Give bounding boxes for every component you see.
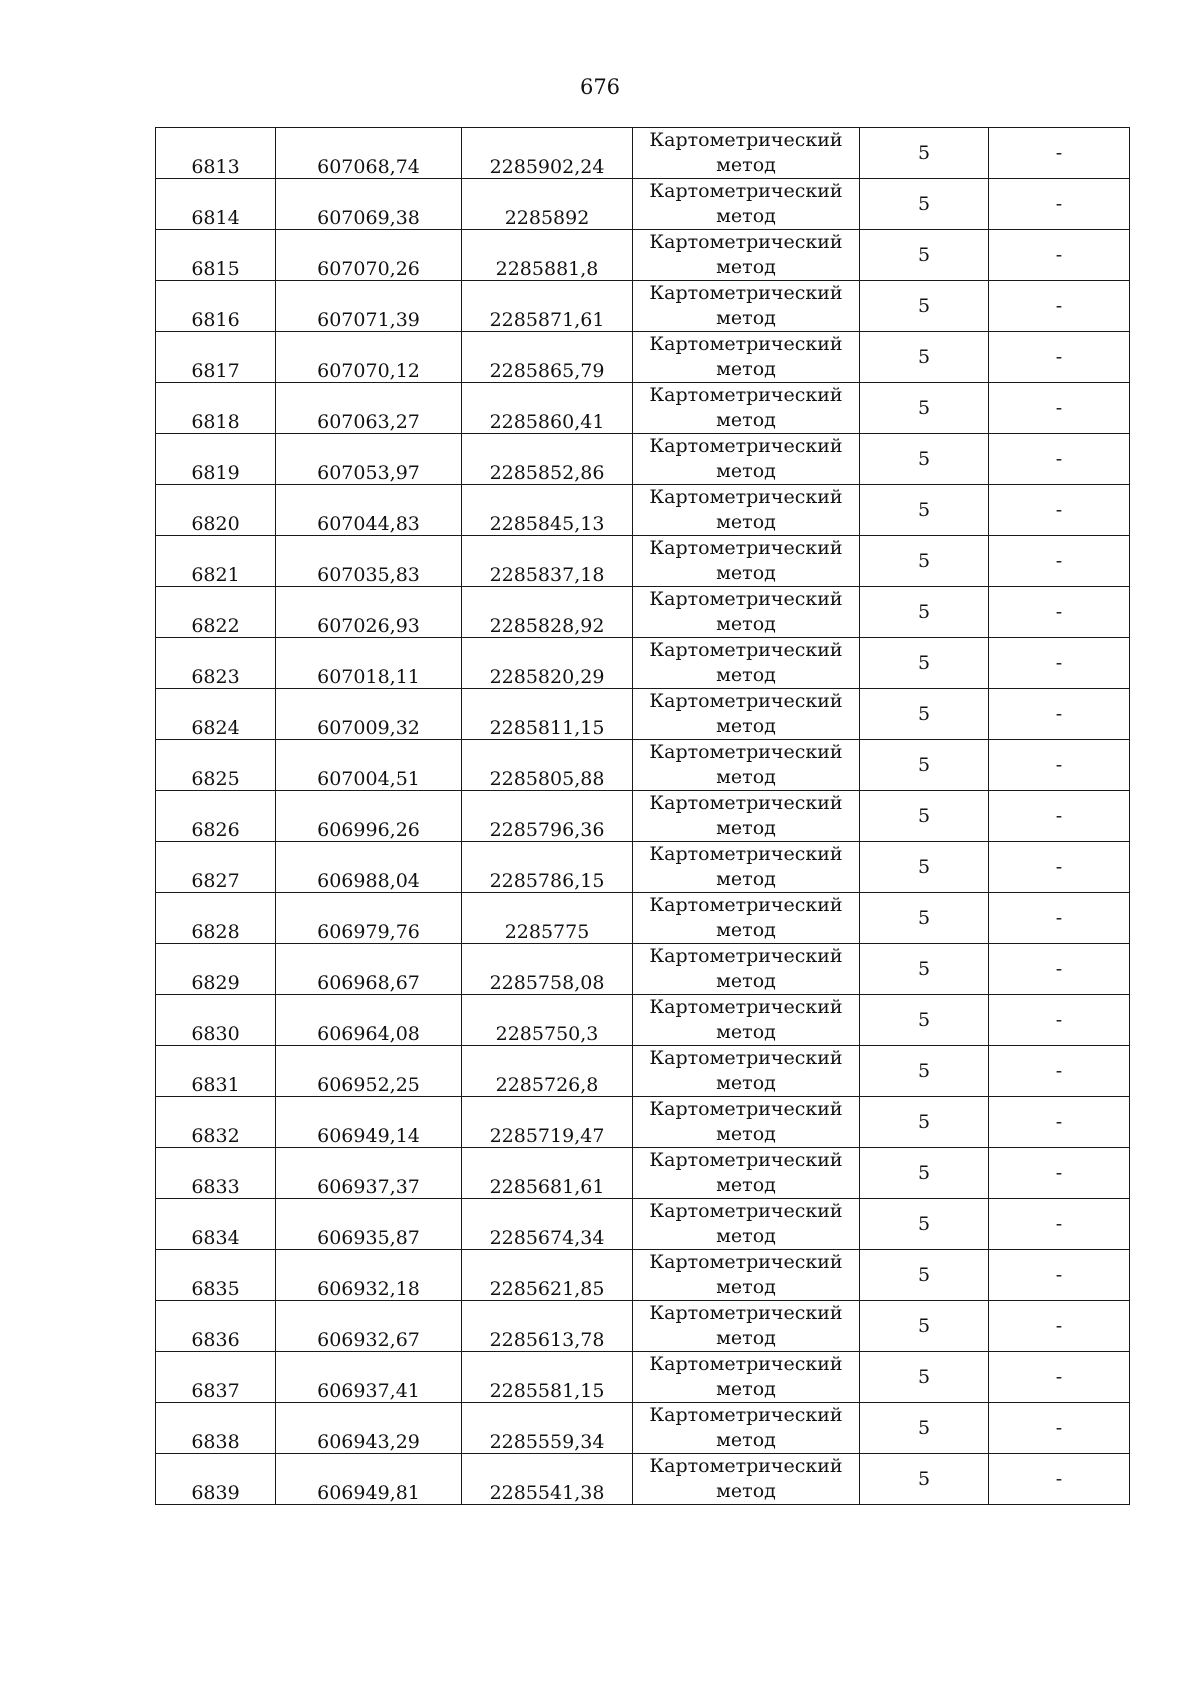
method-line1: Картометрический xyxy=(649,1149,843,1171)
x-coordinate-cell: 606949,14 xyxy=(276,1097,462,1148)
x-coordinate-cell: 607069,38 xyxy=(276,179,462,230)
table-row xyxy=(156,536,1130,587)
note-cell: - xyxy=(989,485,1130,536)
table-row xyxy=(156,1199,1130,1250)
note-cell: - xyxy=(989,893,1130,944)
method-line2: метод xyxy=(716,1429,776,1451)
method-cell xyxy=(633,230,860,281)
method-line1: Картометрический xyxy=(649,1353,843,1375)
x-coordinate-cell: 606964,08 xyxy=(276,995,462,1046)
point-number-cell: 6830 xyxy=(156,995,276,1046)
method-cell xyxy=(633,638,860,689)
note-cell: - xyxy=(989,230,1130,281)
y-coordinate-cell: 2285541,38 xyxy=(462,1454,633,1505)
accuracy-cell: 5 xyxy=(860,740,989,791)
x-coordinate-cell: 607070,26 xyxy=(276,230,462,281)
method-line1: Картометрический xyxy=(649,843,843,865)
note-cell: - xyxy=(989,689,1130,740)
x-coordinate-cell: 606968,67 xyxy=(276,944,462,995)
point-number-cell: 6824 xyxy=(156,689,276,740)
accuracy-cell: 5 xyxy=(860,1199,989,1250)
method-line1: Картометрический xyxy=(649,945,843,967)
x-coordinate-cell: 607035,83 xyxy=(276,536,462,587)
note-cell: - xyxy=(989,1403,1130,1454)
x-coordinate-cell: 607026,93 xyxy=(276,587,462,638)
accuracy-cell: 5 xyxy=(860,1301,989,1352)
point-number-cell: 6826 xyxy=(156,791,276,842)
y-coordinate-cell: 2285881,8 xyxy=(462,230,633,281)
method-line2: метод xyxy=(716,1021,776,1043)
method-line1: Картометрический xyxy=(649,1251,843,1273)
y-coordinate-cell: 2285786,15 xyxy=(462,842,633,893)
point-number-cell: 6839 xyxy=(156,1454,276,1505)
method-line2: метод xyxy=(716,256,776,278)
table-row xyxy=(156,638,1130,689)
accuracy-cell: 5 xyxy=(860,1352,989,1403)
method-line2: метод xyxy=(716,1480,776,1502)
table-row xyxy=(156,281,1130,332)
method-line1: Картометрический xyxy=(649,1098,843,1120)
note-cell: - xyxy=(989,1454,1130,1505)
y-coordinate-cell: 2285621,85 xyxy=(462,1250,633,1301)
method-cell xyxy=(633,179,860,230)
note-cell: - xyxy=(989,281,1130,332)
method-cell xyxy=(633,1148,860,1199)
table-row xyxy=(156,230,1130,281)
y-coordinate-cell: 2285865,79 xyxy=(462,332,633,383)
point-number-cell: 6815 xyxy=(156,230,276,281)
method-cell xyxy=(633,1403,860,1454)
note-cell: - xyxy=(989,1097,1130,1148)
y-coordinate-cell: 2285845,13 xyxy=(462,485,633,536)
method-line2: метод xyxy=(716,1123,776,1145)
point-number-cell: 6819 xyxy=(156,434,276,485)
method-line1: Картометрический xyxy=(649,180,843,202)
table-row xyxy=(156,1301,1130,1352)
accuracy-cell: 5 xyxy=(860,1250,989,1301)
note-cell: - xyxy=(989,536,1130,587)
method-cell xyxy=(633,689,860,740)
x-coordinate-cell: 607009,32 xyxy=(276,689,462,740)
note-cell: - xyxy=(989,1250,1130,1301)
method-cell xyxy=(633,485,860,536)
method-line2: метод xyxy=(716,970,776,992)
x-coordinate-cell: 606988,04 xyxy=(276,842,462,893)
accuracy-cell: 5 xyxy=(860,128,989,179)
method-line2: метод xyxy=(716,511,776,533)
method-cell xyxy=(633,1454,860,1505)
table-row xyxy=(156,128,1130,179)
point-number-cell: 6821 xyxy=(156,536,276,587)
y-coordinate-cell: 2285852,86 xyxy=(462,434,633,485)
accuracy-cell: 5 xyxy=(860,791,989,842)
x-coordinate-cell: 607063,27 xyxy=(276,383,462,434)
method-line2: метод xyxy=(716,562,776,584)
accuracy-cell: 5 xyxy=(860,1148,989,1199)
note-cell: - xyxy=(989,587,1130,638)
accuracy-cell: 5 xyxy=(860,1403,989,1454)
note-cell: - xyxy=(989,383,1130,434)
method-cell xyxy=(633,1352,860,1403)
accuracy-cell: 5 xyxy=(860,230,989,281)
method-cell xyxy=(633,1301,860,1352)
point-number-cell: 6823 xyxy=(156,638,276,689)
y-coordinate-cell: 2285581,15 xyxy=(462,1352,633,1403)
method-cell xyxy=(633,332,860,383)
method-line1: Картометрический xyxy=(649,996,843,1018)
table-row xyxy=(156,587,1130,638)
method-line1: Картометрический xyxy=(649,537,843,559)
accuracy-cell: 5 xyxy=(860,1097,989,1148)
method-line2: метод xyxy=(716,460,776,482)
method-line1: Картометрический xyxy=(649,894,843,916)
method-line2: метод xyxy=(716,409,776,431)
method-line1: Картометрический xyxy=(649,129,843,151)
method-line1: Картометрический xyxy=(649,1404,843,1426)
table-row xyxy=(156,689,1130,740)
method-line2: метод xyxy=(716,1072,776,1094)
accuracy-cell: 5 xyxy=(860,689,989,740)
y-coordinate-cell: 2285837,18 xyxy=(462,536,633,587)
y-coordinate-cell: 2285828,92 xyxy=(462,587,633,638)
method-line2: метод xyxy=(716,715,776,737)
method-line1: Картометрический xyxy=(649,333,843,355)
table-row xyxy=(156,893,1130,944)
y-coordinate-cell: 2285719,47 xyxy=(462,1097,633,1148)
x-coordinate-cell: 606937,41 xyxy=(276,1352,462,1403)
y-coordinate-cell: 2285674,34 xyxy=(462,1199,633,1250)
note-cell: - xyxy=(989,944,1130,995)
method-line2: метод xyxy=(716,307,776,329)
method-line2: метод xyxy=(716,1225,776,1247)
method-cell xyxy=(633,281,860,332)
table-row xyxy=(156,485,1130,536)
method-cell xyxy=(633,1046,860,1097)
x-coordinate-cell: 606943,29 xyxy=(276,1403,462,1454)
method-cell xyxy=(633,1097,860,1148)
method-line2: метод xyxy=(716,358,776,380)
point-number-cell: 6818 xyxy=(156,383,276,434)
accuracy-cell: 5 xyxy=(860,332,989,383)
method-cell xyxy=(633,791,860,842)
method-line1: Картометрический xyxy=(649,282,843,304)
point-number-cell: 6832 xyxy=(156,1097,276,1148)
point-number-cell: 6828 xyxy=(156,893,276,944)
y-coordinate-cell: 2285758,08 xyxy=(462,944,633,995)
method-line1: Картометрический xyxy=(649,231,843,253)
accuracy-cell: 5 xyxy=(860,383,989,434)
point-number-cell: 6813 xyxy=(156,128,276,179)
method-cell xyxy=(633,995,860,1046)
note-cell: - xyxy=(989,332,1130,383)
method-line2: метод xyxy=(716,817,776,839)
y-coordinate-cell: 2285805,88 xyxy=(462,740,633,791)
note-cell: - xyxy=(989,434,1130,485)
y-coordinate-cell: 2285750,3 xyxy=(462,995,633,1046)
note-cell: - xyxy=(989,1148,1130,1199)
method-line2: метод xyxy=(716,205,776,227)
coordinates-table xyxy=(155,127,1130,1505)
method-line2: метод xyxy=(716,613,776,635)
method-line1: Картометрический xyxy=(649,384,843,406)
method-line2: метод xyxy=(716,1327,776,1349)
method-cell xyxy=(633,1250,860,1301)
accuracy-cell: 5 xyxy=(860,536,989,587)
x-coordinate-cell: 606952,25 xyxy=(276,1046,462,1097)
point-number-cell: 6822 xyxy=(156,587,276,638)
table-body xyxy=(156,128,1130,1505)
method-cell xyxy=(633,740,860,791)
point-number-cell: 6820 xyxy=(156,485,276,536)
method-cell xyxy=(633,587,860,638)
note-cell: - xyxy=(989,179,1130,230)
note-cell: - xyxy=(989,995,1130,1046)
accuracy-cell: 5 xyxy=(860,485,989,536)
note-cell: - xyxy=(989,791,1130,842)
point-number-cell: 6816 xyxy=(156,281,276,332)
note-cell: - xyxy=(989,638,1130,689)
point-number-cell: 6833 xyxy=(156,1148,276,1199)
method-line2: метод xyxy=(716,154,776,176)
y-coordinate-cell: 2285871,61 xyxy=(462,281,633,332)
x-coordinate-cell: 607068,74 xyxy=(276,128,462,179)
accuracy-cell: 5 xyxy=(860,944,989,995)
accuracy-cell: 5 xyxy=(860,1046,989,1097)
table-row xyxy=(156,740,1130,791)
method-line2: метод xyxy=(716,919,776,941)
table-row xyxy=(156,332,1130,383)
y-coordinate-cell: 2285892 xyxy=(462,179,633,230)
note-cell: - xyxy=(989,128,1130,179)
accuracy-cell: 5 xyxy=(860,587,989,638)
y-coordinate-cell: 2285902,24 xyxy=(462,128,633,179)
method-line2: метод xyxy=(716,1174,776,1196)
y-coordinate-cell: 2285796,36 xyxy=(462,791,633,842)
method-cell xyxy=(633,842,860,893)
method-line1: Картометрический xyxy=(649,792,843,814)
x-coordinate-cell: 607044,83 xyxy=(276,485,462,536)
table-row xyxy=(156,179,1130,230)
point-number-cell: 6837 xyxy=(156,1352,276,1403)
point-number-cell: 6814 xyxy=(156,179,276,230)
method-line1: Картометрический xyxy=(649,1302,843,1324)
x-coordinate-cell: 606937,37 xyxy=(276,1148,462,1199)
table-row xyxy=(156,1352,1130,1403)
table-row xyxy=(156,842,1130,893)
method-line1: Картометрический xyxy=(649,486,843,508)
point-number-cell: 6825 xyxy=(156,740,276,791)
y-coordinate-cell: 2285559,34 xyxy=(462,1403,633,1454)
method-cell xyxy=(633,944,860,995)
point-number-cell: 6838 xyxy=(156,1403,276,1454)
method-line2: метод xyxy=(716,1378,776,1400)
table-row xyxy=(156,1454,1130,1505)
method-line1: Картометрический xyxy=(649,741,843,763)
method-cell xyxy=(633,1199,860,1250)
table-row xyxy=(156,791,1130,842)
x-coordinate-cell: 607004,51 xyxy=(276,740,462,791)
x-coordinate-cell: 606932,67 xyxy=(276,1301,462,1352)
accuracy-cell: 5 xyxy=(860,1454,989,1505)
x-coordinate-cell: 607053,97 xyxy=(276,434,462,485)
x-coordinate-cell: 606979,76 xyxy=(276,893,462,944)
x-coordinate-cell: 606932,18 xyxy=(276,1250,462,1301)
note-cell: - xyxy=(989,1352,1130,1403)
method-line1: Картометрический xyxy=(649,1200,843,1222)
table-row xyxy=(156,383,1130,434)
note-cell: - xyxy=(989,1199,1130,1250)
method-cell xyxy=(633,536,860,587)
accuracy-cell: 5 xyxy=(860,842,989,893)
method-cell xyxy=(633,383,860,434)
note-cell: - xyxy=(989,740,1130,791)
x-coordinate-cell: 606996,26 xyxy=(276,791,462,842)
accuracy-cell: 5 xyxy=(860,995,989,1046)
method-line2: метод xyxy=(716,664,776,686)
method-line2: метод xyxy=(716,1276,776,1298)
method-line1: Картометрический xyxy=(649,1455,843,1477)
y-coordinate-cell: 2285681,61 xyxy=(462,1148,633,1199)
table-row xyxy=(156,944,1130,995)
accuracy-cell: 5 xyxy=(860,179,989,230)
table-row xyxy=(156,995,1130,1046)
x-coordinate-cell: 607070,12 xyxy=(276,332,462,383)
y-coordinate-cell: 2285775 xyxy=(462,893,633,944)
accuracy-cell: 5 xyxy=(860,893,989,944)
method-line2: метод xyxy=(716,766,776,788)
y-coordinate-cell: 2285860,41 xyxy=(462,383,633,434)
table-row xyxy=(156,1403,1130,1454)
method-cell xyxy=(633,893,860,944)
method-line1: Картометрический xyxy=(649,1047,843,1069)
y-coordinate-cell: 2285613,78 xyxy=(462,1301,633,1352)
method-line2: метод xyxy=(716,868,776,890)
method-cell xyxy=(633,434,860,485)
method-line1: Картометрический xyxy=(649,690,843,712)
point-number-cell: 6827 xyxy=(156,842,276,893)
y-coordinate-cell: 2285726,8 xyxy=(462,1046,633,1097)
note-cell: - xyxy=(989,842,1130,893)
x-coordinate-cell: 607018,11 xyxy=(276,638,462,689)
note-cell: - xyxy=(989,1301,1130,1352)
y-coordinate-cell: 2285820,29 xyxy=(462,638,633,689)
accuracy-cell: 5 xyxy=(860,638,989,689)
x-coordinate-cell: 606949,81 xyxy=(276,1454,462,1505)
point-number-cell: 6834 xyxy=(156,1199,276,1250)
point-number-cell: 6836 xyxy=(156,1301,276,1352)
method-line1: Картометрический xyxy=(649,639,843,661)
table-row xyxy=(156,1148,1130,1199)
point-number-cell: 6829 xyxy=(156,944,276,995)
page-number: 676 xyxy=(579,75,621,99)
point-number-cell: 6835 xyxy=(156,1250,276,1301)
y-coordinate-cell: 2285811,15 xyxy=(462,689,633,740)
x-coordinate-cell: 607071,39 xyxy=(276,281,462,332)
method-line1: Картометрический xyxy=(649,588,843,610)
accuracy-cell: 5 xyxy=(860,434,989,485)
method-line1: Картометрический xyxy=(649,435,843,457)
method-cell xyxy=(633,128,860,179)
table-row xyxy=(156,434,1130,485)
note-cell: - xyxy=(989,1046,1130,1097)
point-number-cell: 6817 xyxy=(156,332,276,383)
x-coordinate-cell: 606935,87 xyxy=(276,1199,462,1250)
accuracy-cell: 5 xyxy=(860,281,989,332)
table-row xyxy=(156,1250,1130,1301)
point-number-cell: 6831 xyxy=(156,1046,276,1097)
table-row xyxy=(156,1046,1130,1097)
table-row xyxy=(156,1097,1130,1148)
